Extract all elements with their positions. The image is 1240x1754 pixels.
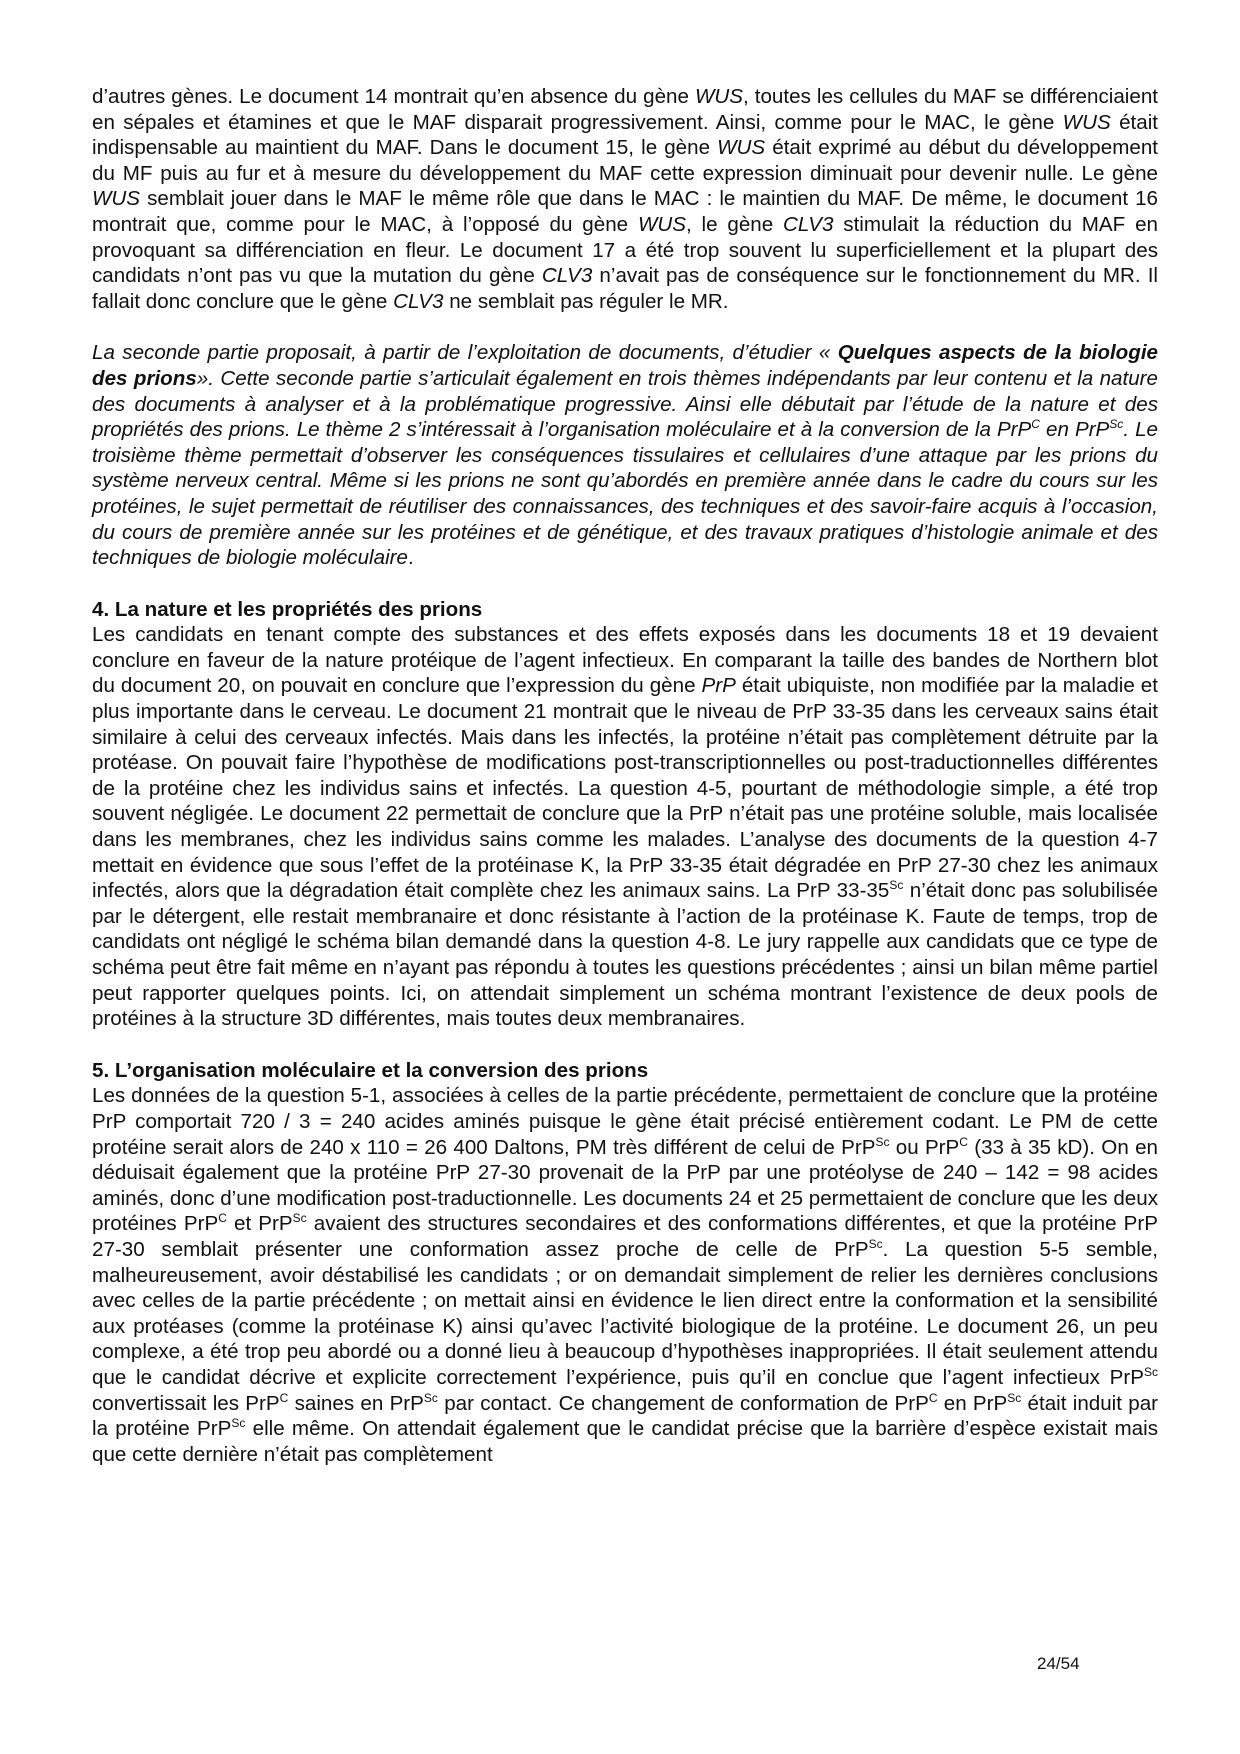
- paragraph-wus-clv3: d’autres gènes. Le document 14 montrait qu’en absence du gène WUS, toutes les cellules du MAF se différenciaient en sépales et étamines et que le MAF disparait progressivement. Ainsi, comme pour le MAC, le gène WUS était indispensable au maintient du MAF. Dans le document 15, le gène WUS était exprimé au début du développement du MF puis au fur et à mesure du développement du MAF cette expression diminuait pour devenir nulle. Le gène WUS semblait jouer dans le MAF le même rôle que dans le MAC : le maintien du MAF. De même, le document 16 montrait que, comme pour le MAC, à l’opposé du gène WUS, le gène CLV3 stimulait la réduction du MAF en provoquant sa différenciation en fleur. Le document 17 a été trop souvent lu superficiellement et la plupart des candidats n’ont pas vu que la mutation du gène CLV3 n’avait pas de conséquence sur le fonctionnement du MR. Il fallait donc conclure que le gène CLV3 ne semblait pas réguler le MR.: [92, 85, 1159, 313]
- paragraph-section-5: Les données de la question 5-1, associées à celles de la partie précédente, permettaient de conclure que la protéine PrP comportait 720 / 3 = 240 acides aminés puisque le gène était précisé entièrement codant. Le PM de cette protéine serait alors de 240 x 110 = 26 400 Daltons, PM très différent de celui de PrP$^{Sc}$ ou PrP$^C$ (33 à 35 kD). On en déduisait également que la protéine PrP 27-30 provenait de la PrP par une protéolyse de 240 – 142 = 98 acides aminés, donc d’une modification post-traductionnelle. Les documents 24 et 25 permettaient de conclure que les deux protéines PrP$^C$ et PrP$^{Sc}$ avaient des structures secondaires et des conformations différentes, et que la protéine PrP 27-30 semblait présenter une conformation assez proche de celle de PrP$^{Sc}$. La question 5-5 semble, malheureusement, avoir déstabilisé les candidats ; or on demandait simplement de relier les dernières conclusions avec celles de la partie précédente ; on mettait ainsi en évidence le lien direct entre la conformation et la sensibilité aux protéases (comme la protéinase K) ainsi qu’avec l’activité biologique de la protéine. Le document 26, un peu complexe, a été trop peu abordé ou a donné lieu à beaucoup d’hypothèses inappropriées. Il était seulement attendu que le candidat décrive et explicite correctement l’expérience, puis qu’il en conclue que l’agent infectieux PrP$^{Sc}$ convertissait les PrP$^C$ saines en PrP$^{Sc}$ par contact. Ce changement de conformation de PrP$^C$ en PrP$^{Sc}$ était induit par la protéine PrP$^{Sc}$ elle même. On attendait également que le candidat précise que la barrière d’espèce existait mais que cette dernière n’était pas complètement: [92, 1084, 1159, 1466]
- spacer: [92, 1032, 1158, 1058]
- gene-name: PrP: [701, 674, 736, 698]
- gene-name: CLV3: [541, 264, 593, 288]
- spacer: [92, 314, 1158, 340]
- gene-name: WUS: [637, 212, 686, 236]
- paragraph-second-part-intro: La seconde partie proposait, à partir de l’exploitation de documents, d’étudier « Quelques aspects de la biologie des prions». Cette seconde partie s’articulait également en trois thèmes indépendants par leur contenu et la nature des documents à analyser et à la problématique progressive. Ainsi elle débutait par l’étude de la nature et des propriétés des prions. Le thème 2 s’intéressait à l’organisation moléculaire et à la conversion de la PrP$^C$ en PrP$^{Sc}$. Le troisième thème permettait d’observer les conséquences tissulaires et cellulaires d’une attaque par les prions du système nerveux central. Même si les prions ne sont qu’abordés en première année dans le cadre du cours sur les protéines, le sujet permettait de réutiliser des connaissances, des techniques et des savoir-faire acquis à l’occasion, du cours de première année sur les protéines et de génétique, et des travaux pratiques d’histologie animale et des techniques de biologie moléculaire.: [92, 341, 1159, 570]
- gene-name: WUS: [717, 136, 766, 160]
- page-body: [92, 84, 1158, 1467]
- section-heading-4: 4. La nature et les propriétés des prions: [92, 597, 483, 621]
- gene-name: CLV3: [783, 212, 834, 236]
- spacer: [92, 571, 1158, 597]
- bold-title: Quelques aspects de la biologie des prions: [92, 341, 1159, 390]
- gene-name: WUS: [694, 85, 744, 108]
- gene-name: CLV3: [393, 289, 444, 313]
- gene-name: WUS: [1062, 110, 1111, 134]
- gene-name: WUS: [92, 187, 141, 211]
- page-number: 24/54: [1037, 1654, 1080, 1673]
- section-heading-5: 5. L’organisation moléculaire et la conversion des prions: [92, 1058, 649, 1082]
- paragraph-section-4: Les candidats en tenant compte des substances et des effets exposés dans les documents 18 et 19 devaient conclure en faveur de la nature protéique de l’agent infectieux. En comparant la taille des bandes de Northern blot du document 20, on pouvait en conclure que l’expression du gène PrP était ubiquiste, non modifiée par la maladie et plus importante dans le cerveau. Le document 21 montrait que le niveau de PrP 33-35 dans les cerveaux sains était similaire à celui des cerveaux infectés. Mais dans les infectés, la protéine n’était pas complètement détruite par la protéase. On pouvait faire l’hypothèse de modifications post-transcriptionnelles ou post-traductionnelles différentes de la protéine chez les individus sains et infectés. La question 4-5, pourtant de méthodologie simple, a été trop souvent négligée. Le document 22 permettait de conclure que la PrP n’était pas une protéine soluble, mais localisée dans les membranes, chez les individus sains comme les malades. L’analyse des documents de la question 4-7 mettait en évidence que sous l’effet de la protéinase K, la PrP 33-35 était dégradée en PrP 27-30 chez les animaux infectés, alors que la dégradation était complète chez les animaux sains. La PrP $33-35^{Sc}$ n’était donc pas solubilisée par le détergent, elle restait membranaire et donc résistante à l’action de la protéinase K. Faute de temps, trop de candidats ont négligé le schéma bilan demandé dans la question 4-8. Le jury rappelle aux candidats que ce type de schéma peut être fait même en n’ayant pas répondu à toutes les questions précédentes ; ainsi un bilan même partiel peut rapporter quelques points. Ici, on attendait simplement un schéma montrant l’existence de deux pools de protéines à la structure 3D différentes, mais toutes deux membranaires.: [92, 623, 1158, 1031]
